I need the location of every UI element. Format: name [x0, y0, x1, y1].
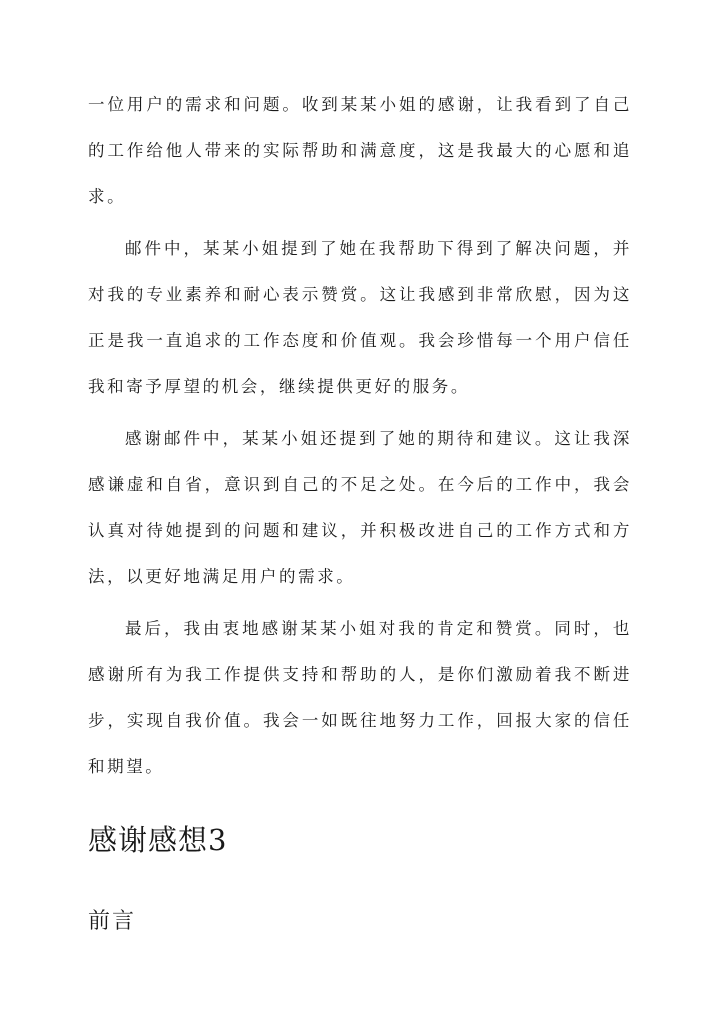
paragraph-4: 最后，我由衷地感谢某某小姐对我的肯定和赞赏。同时，也感谢所有为我工作提供支持和帮助的人，是你们激励着我不断进步，实现自我价值。我会一如既往地努力工作，回报大家的信任和期望。 [88, 619, 632, 776]
paragraph-1: 一位用户的需求和问题。收到某某小姐的感谢，让我看到了自己的工作给他人带来的实际帮助和满意度，这是我最大的心愿和追求。 [88, 95, 632, 206]
paragraph-3: 感谢邮件中，某某小姐还提到了她的期待和建议。这让我深感谦虚和自省，意识到自己的不足之处。在今后的工作中，我会认真对待她提到的问题和建议，并积极改进自己的工作方式和方法，以更好地满足用户的需求。 [88, 429, 632, 586]
section-heading: 感谢感想3 [88, 823, 228, 857]
document-body [88, 82, 632, 942]
section-subheading: 前言 [88, 909, 137, 934]
paragraph-2: 邮件中，某某小姐提到了她在我帮助下得到了解决问题，并对我的专业素养和耐心表示赞赏。这让我感到非常欣慰，因为这正是我一直追求的工作态度和价值观。我会珍惜每一个用户信任我和寄予厚望的机会，继续提供更好的服务。 [88, 239, 632, 396]
